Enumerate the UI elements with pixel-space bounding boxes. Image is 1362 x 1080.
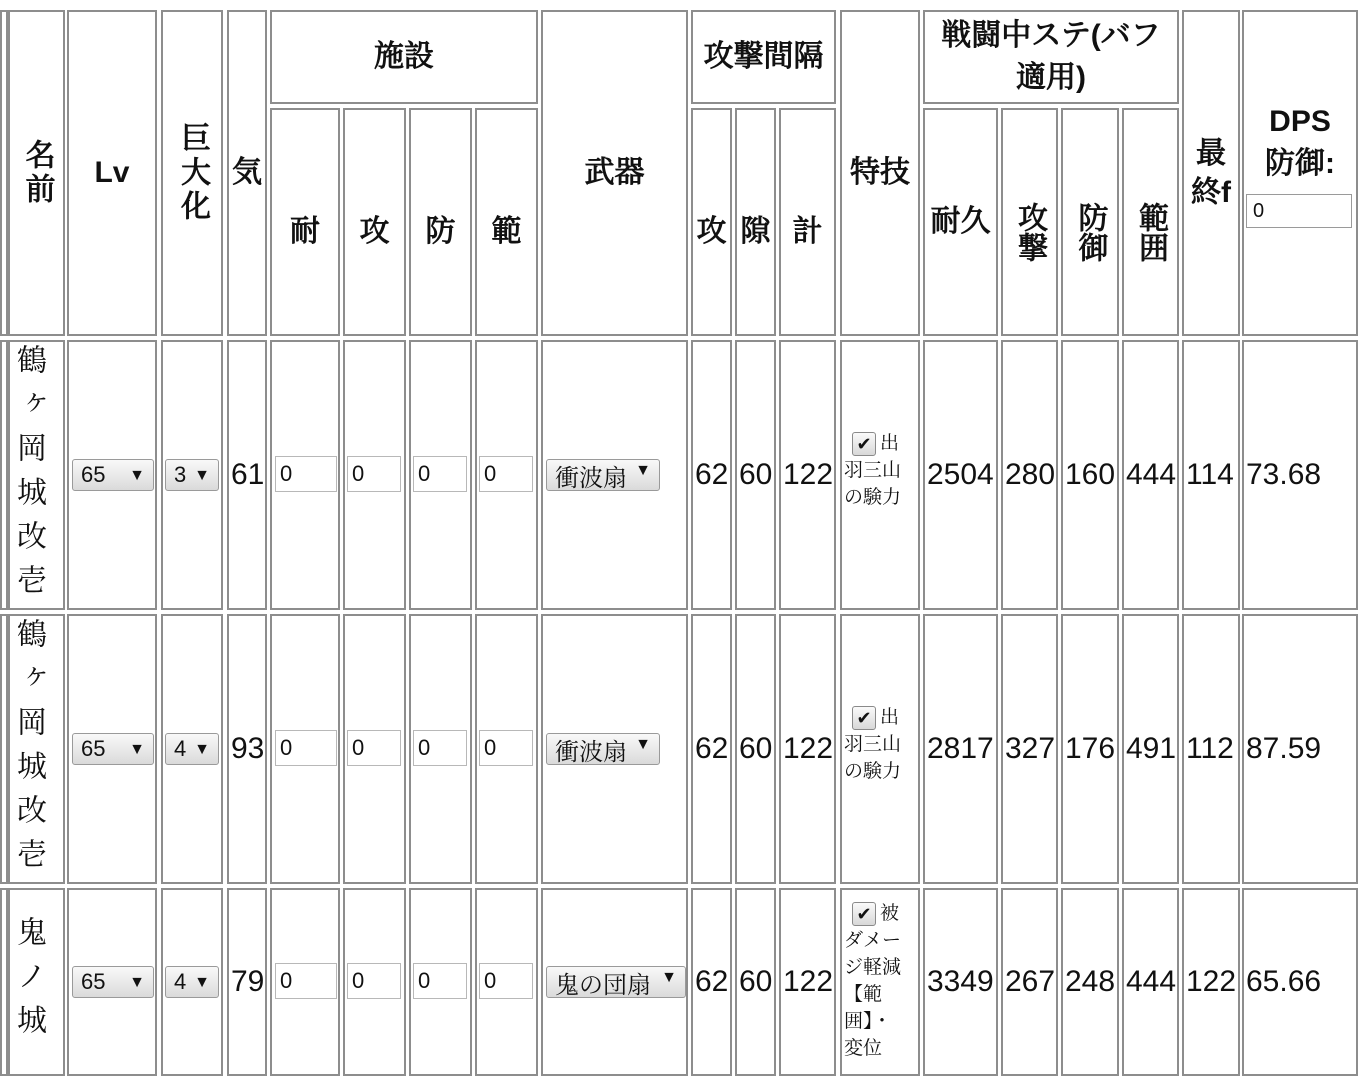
row1-b-hp: 2504 (923, 340, 998, 610)
dps-defense-input[interactable]: 0 (1246, 194, 1352, 228)
header-name: 名前 (8, 10, 65, 336)
row3-fac-def-cell (409, 888, 472, 1076)
row1-final: 114 (1182, 340, 1240, 610)
row2-int-gap: 60 (735, 614, 776, 884)
row1-skill-checkbox[interactable]: ✔ (852, 432, 876, 456)
dropdown-arrow-icon: ▼ (635, 736, 651, 753)
row2-fac-atk-input[interactable]: 0 (347, 730, 401, 766)
header-battle: 戦闘中ステ(バフ適用) (923, 10, 1179, 104)
header-interval: 攻撃間隔 (691, 10, 836, 104)
row2-fac-hp-input[interactable]: 0 (275, 730, 337, 766)
row2-giant-select[interactable]: 4 ▼ (165, 733, 219, 765)
row2-fac-def-input[interactable]: 0 (413, 730, 467, 766)
header-b-hp: 耐久 (923, 108, 998, 336)
row1-name: 鶴ヶ岡城改壱 (8, 340, 65, 610)
left-edge-cell (0, 888, 8, 1076)
row2-dps: 87.59 (1242, 614, 1358, 884)
dropdown-arrow-icon: ▼ (635, 462, 651, 479)
row2-giant-cell (161, 614, 223, 884)
row2-ki: 93 (227, 614, 267, 884)
row1-lv-select[interactable]: 65 ▼ (72, 459, 154, 491)
dropdown-arrow-icon: ▼ (194, 467, 210, 484)
row3-fac-atk-input[interactable]: 0 (347, 963, 401, 999)
row1-fac-atk-input[interactable]: 0 (347, 456, 401, 492)
header-facility: 施設 (270, 10, 538, 104)
header-int-total: 計 (779, 108, 836, 336)
row3-skill-cell: ✔ 被 ダメー ジ軽減 【範 囲】・ 変位 (840, 888, 920, 1076)
left-edge-cell (0, 340, 8, 610)
row2-weapon-select[interactable]: 衝波扇 ▼ (546, 733, 660, 765)
left-edge-cell (0, 10, 8, 336)
header-int-atk: 攻 (691, 108, 732, 336)
row3-fac-hp-cell (270, 888, 340, 1076)
header-int-gap: 隙 (735, 108, 776, 336)
header-fac-hp: 耐 (270, 108, 340, 336)
row3-dps: 65.66 (1242, 888, 1358, 1076)
header-fac-atk: 攻 (343, 108, 406, 336)
row3-final: 122 (1182, 888, 1240, 1076)
header-skill: 特技 (840, 10, 920, 336)
row3-fac-range-cell (475, 888, 538, 1076)
header-ki: 気 (227, 10, 267, 336)
row1-b-def: 160 (1061, 340, 1119, 610)
row1-fac-range-cell (475, 340, 538, 610)
row1-giant-cell (161, 340, 223, 610)
row2-b-def: 176 (1061, 614, 1119, 884)
row2-fac-range-input[interactable]: 0 (479, 730, 533, 766)
row1-weapon-select[interactable]: 衝波扇 ▼ (546, 459, 660, 491)
row3-name: 鬼ノ城 (8, 888, 65, 1076)
row3-fac-atk-cell (343, 888, 406, 1076)
row2-skill-checkbox[interactable]: ✔ (852, 706, 876, 730)
header-giant: 巨大化 (161, 10, 223, 336)
dropdown-arrow-icon: ▼ (129, 467, 145, 484)
row1-dps: 73.68 (1242, 340, 1358, 610)
row3-giant-select[interactable]: 4 ▼ (165, 966, 219, 998)
row1-fac-def-input[interactable]: 0 (413, 456, 467, 492)
dropdown-arrow-icon: ▼ (194, 741, 210, 758)
row2-b-range: 491 (1122, 614, 1179, 884)
row3-b-def: 248 (1061, 888, 1119, 1076)
row2-name: 鶴ヶ岡城改壱 (8, 614, 65, 884)
row3-lv-cell (67, 888, 157, 1076)
row1-b-atk: 280 (1001, 340, 1058, 610)
row3-int-atk: 62 (691, 888, 732, 1076)
row2-int-atk: 62 (691, 614, 732, 884)
row2-fac-hp-cell (270, 614, 340, 884)
row1-b-range: 444 (1122, 340, 1179, 610)
header-dps: DPS 防御: (1242, 10, 1358, 336)
row3-int-gap: 60 (735, 888, 776, 1076)
row1-skill-cell: ✔ 出 羽三山 の験力 (840, 340, 920, 610)
row3-weapon-cell (541, 888, 688, 1076)
row3-b-range: 444 (1122, 888, 1179, 1076)
header-weapon: 武器 (541, 10, 688, 336)
row3-b-hp: 3349 (923, 888, 998, 1076)
dropdown-arrow-icon: ▼ (129, 974, 145, 991)
row1-weapon-cell (541, 340, 688, 610)
dropdown-arrow-icon: ▼ (129, 741, 145, 758)
header-fac-def: 防 (409, 108, 472, 336)
row2-int-total: 122 (779, 614, 836, 884)
row1-fac-def-cell (409, 340, 472, 610)
row3-fac-range-input[interactable]: 0 (479, 963, 533, 999)
row3-fac-def-input[interactable]: 0 (413, 963, 467, 999)
row2-lv-cell (67, 614, 157, 884)
left-edge-cell (0, 614, 8, 884)
header-final: 最終f (1182, 10, 1240, 336)
row1-fac-hp-cell (270, 340, 340, 610)
header-b-def: 防御 (1061, 108, 1119, 336)
header-b-atk: 攻撃 (1001, 108, 1058, 336)
row2-final: 112 (1182, 614, 1240, 884)
row3-giant-cell (161, 888, 223, 1076)
row2-weapon-cell (541, 614, 688, 884)
row1-fac-range-input[interactable]: 0 (479, 456, 533, 492)
dropdown-arrow-icon: ▼ (194, 974, 210, 991)
row3-skill-checkbox[interactable]: ✔ (852, 902, 876, 926)
row1-giant-select[interactable]: 3 ▼ (165, 459, 219, 491)
row2-fac-range-cell (475, 614, 538, 884)
row3-weapon-select[interactable]: 鬼の団扇 ▼ (546, 966, 686, 998)
row3-int-total: 122 (779, 888, 836, 1076)
row3-b-atk: 267 (1001, 888, 1058, 1076)
row3-lv-select[interactable]: 65 ▼ (72, 966, 154, 998)
row1-fac-hp-input[interactable]: 0 (275, 456, 337, 492)
row2-b-hp: 2817 (923, 614, 998, 884)
row2-lv-select[interactable]: 65 ▼ (72, 733, 154, 765)
row2-fac-def-cell (409, 614, 472, 884)
dropdown-arrow-icon: ▼ (661, 969, 677, 986)
row1-int-gap: 60 (735, 340, 776, 610)
row1-ki: 61 (227, 340, 267, 610)
row1-lv-cell (67, 340, 157, 610)
row3-fac-hp-input[interactable]: 0 (275, 963, 337, 999)
row2-fac-atk-cell (343, 614, 406, 884)
header-fac-range: 範 (475, 108, 538, 336)
header-b-range: 範囲 (1122, 108, 1179, 336)
row3-ki: 79 (227, 888, 267, 1076)
row1-int-atk: 62 (691, 340, 732, 610)
row1-int-total: 122 (779, 340, 836, 610)
header-lv: Lv (67, 10, 157, 336)
row1-fac-atk-cell (343, 340, 406, 610)
row2-skill-cell: ✔ 出 羽三山 の験力 (840, 614, 920, 884)
row2-b-atk: 327 (1001, 614, 1058, 884)
